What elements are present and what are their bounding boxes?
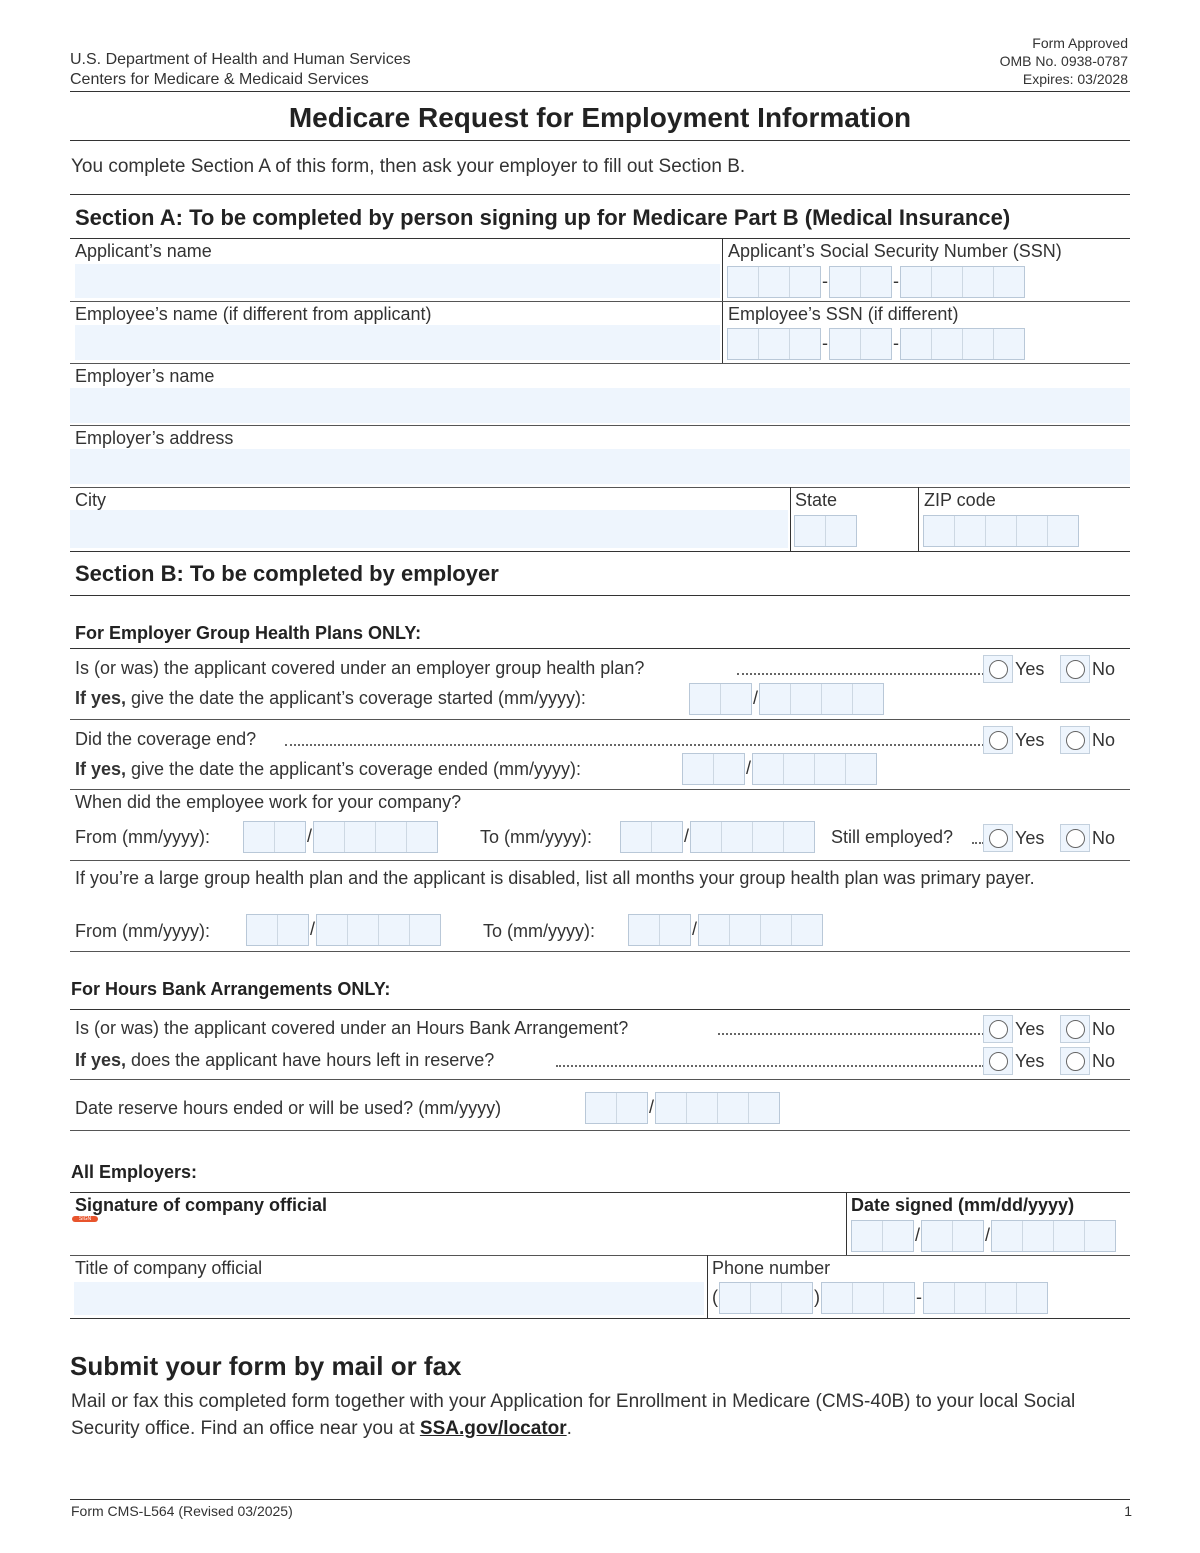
official-title-label: Title of company official <box>75 1258 263 1278</box>
primary-payer-to-label: To (mm/yyyy): <box>483 921 595 941</box>
employee-name-label: Employee’s name (if different from applicant) <box>75 304 432 324</box>
intro-text: You complete Section A of this form, then ask your employer to fill out Section B. <box>71 156 746 177</box>
page-title: Medicare Request for Employment Information <box>288 102 912 133</box>
employment-period-question: When did the employee work for your company? <box>75 792 462 812</box>
hours-bank-covered-question: Is (or was) the applicant covered under an Hours Bank Arrangement? <box>75 1018 629 1038</box>
date-signed-input[interactable]: / / <box>851 1220 1116 1252</box>
reserve-hours-date-label: Date reserve hours ended or will be used? (mm/yyyy) <box>75 1098 502 1118</box>
employment-to-label: To (mm/yyyy): <box>480 827 592 847</box>
coverage-ended-label: If yes, give the date the applicant’s coverage ended (mm/yyyy): <box>75 759 581 779</box>
still-employed-yes[interactable]: Yes <box>983 824 1044 852</box>
submit-heading: Submit your form by mail or fax <box>70 1351 462 1381</box>
sign-here-tag: SIGN <box>72 1216 98 1222</box>
coverage-end-question: Did the coverage end? <box>75 729 257 749</box>
ghp-covered-no[interactable]: No <box>1060 655 1115 683</box>
still-employed-no[interactable]: No <box>1060 824 1115 852</box>
city-input[interactable] <box>70 510 788 548</box>
employment-from-date-input[interactable]: / <box>243 821 438 853</box>
applicant-name-input[interactable] <box>75 264 720 298</box>
official-title-input[interactable] <box>74 1282 704 1315</box>
employer-address-label: Employer’s address <box>75 428 234 448</box>
employee-name-input[interactable] <box>75 325 720 360</box>
ghp-covered-question: Is (or was) the applicant covered under an employer group health plan? <box>75 658 645 678</box>
hours-reserve-yes[interactable]: Yes <box>983 1047 1044 1075</box>
hours-bank-covered-no[interactable]: No <box>1060 1015 1115 1043</box>
phone-input[interactable]: ( ) - <box>711 1282 1048 1314</box>
applicant-ssn-label: Applicant’s Social Security Number (SSN) <box>728 241 1062 261</box>
submit-text: Mail or fax this completed form together with your Application for Enrollment in Medicare (CMS-40B) to your local Social Security office. Find an office near you at SSA.gov/locator. <box>71 1391 1076 1439</box>
hours-bank-heading: For Hours Bank Arrangements ONLY: <box>71 979 391 999</box>
state-input[interactable] <box>794 515 857 547</box>
zip-label: ZIP code <box>924 490 996 510</box>
coverage-end-yes[interactable]: Yes <box>983 726 1044 754</box>
applicant-ssn-input[interactable]: - - <box>727 266 1025 298</box>
primary-payer-from-date-input[interactable]: / <box>246 914 441 946</box>
form-id: Form CMS-L564 (Revised 03/2025) <box>71 1503 293 1519</box>
agency-name: U.S. Department of Health and Human Services Centers for Medicare & Medicaid Services <box>70 51 411 88</box>
section-a-heading: Section A: To be completed by person signing up for Medicare Part B (Medical Insurance) <box>75 205 1011 230</box>
state-label: State <box>795 490 838 510</box>
signature-label: Signature of company official <box>75 1195 328 1215</box>
employer-name-label: Employer’s name <box>75 366 215 386</box>
hours-bank-covered-yes[interactable]: Yes <box>983 1015 1044 1043</box>
omb-info: Form Approved OMB No. 0938-0787 Expires: 03/2028 <box>999 35 1128 87</box>
disabled-primary-payer-question: If you’re a large group health plan and the applicant is disabled, list all months your group health plan was primary payer. <box>75 868 1035 888</box>
primary-payer-from-label: From (mm/yyyy): <box>75 921 210 941</box>
date-signed-label: Date signed (mm/dd/yyyy) <box>851 1195 1075 1215</box>
reserve-hours-date-input[interactable]: / <box>585 1092 780 1124</box>
employer-address-input[interactable] <box>70 449 1130 484</box>
still-employed-label: Still employed? <box>831 827 954 847</box>
applicant-name-label: Applicant’s name <box>75 241 212 261</box>
phone-label: Phone number <box>712 1258 831 1278</box>
coverage-end-no[interactable]: No <box>1060 726 1115 754</box>
all-employers-heading: All Employers: <box>71 1162 198 1182</box>
signature-field[interactable] <box>100 1222 840 1252</box>
primary-payer-to-date-input[interactable]: / <box>628 914 823 946</box>
section-b-heading: Section B: To be completed by employer <box>75 561 499 586</box>
coverage-start-label: If yes, give the date the applicant’s coverage started (mm/yyyy): <box>75 688 586 708</box>
zip-input[interactable] <box>923 515 1079 547</box>
hours-reserve-question: If yes, does the applicant have hours left in reserve? <box>75 1050 495 1070</box>
coverage-end-date-input[interactable]: / <box>682 753 877 785</box>
page-number: 1 <box>1124 1503 1132 1519</box>
employment-to-date-input[interactable]: / <box>620 821 815 853</box>
employee-ssn-input[interactable]: - - <box>727 328 1025 360</box>
employee-ssn-label: Employee’s SSN (if different) <box>728 304 959 324</box>
ssa-locator-link[interactable]: SSA.gov/locator <box>419 1418 567 1439</box>
hours-reserve-no[interactable]: No <box>1060 1047 1115 1075</box>
employment-from-label: From (mm/yyyy): <box>75 827 210 847</box>
ghp-covered-yes[interactable]: Yes <box>983 655 1044 683</box>
ghp-heading: For Employer Group Health Plans ONLY: <box>75 623 422 643</box>
coverage-start-date-input[interactable]: / <box>689 683 884 715</box>
employer-name-input[interactable] <box>70 388 1130 423</box>
city-label: City <box>75 490 106 510</box>
